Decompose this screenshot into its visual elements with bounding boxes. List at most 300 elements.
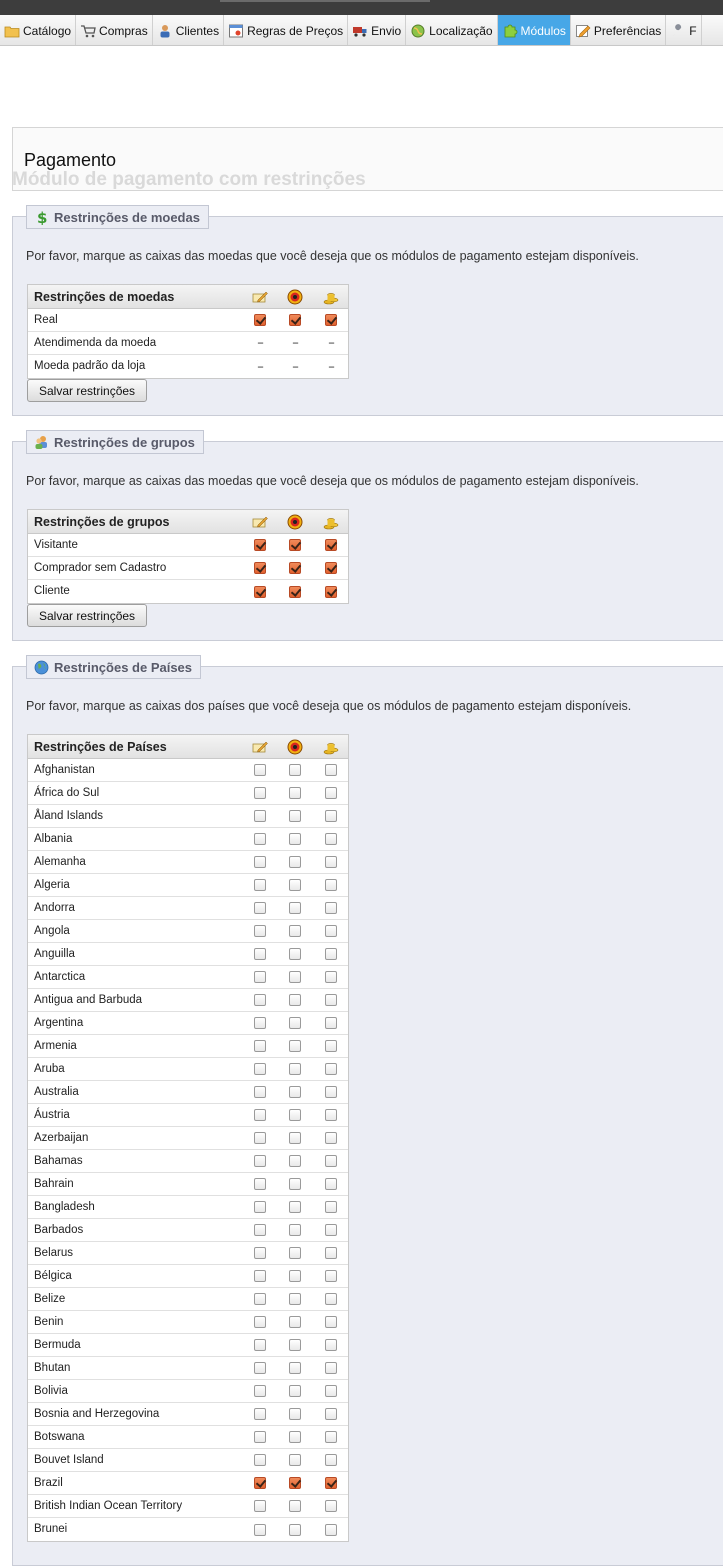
row-cell (287, 580, 303, 603)
table-row (28, 851, 348, 874)
restriction-checkbox[interactable] (325, 994, 337, 1006)
restriction-checkbox[interactable] (325, 1293, 337, 1305)
row-label: Belize (34, 1293, 66, 1305)
restriction-checkbox[interactable] (325, 1224, 337, 1236)
row-cell (323, 759, 339, 781)
row-cell (287, 828, 303, 850)
restriction-checkbox[interactable] (289, 1270, 301, 1282)
row-label: Moeda padrão da loja (34, 360, 146, 372)
restriction-checkbox[interactable] (325, 1040, 337, 1052)
restriction-checkbox[interactable] (289, 833, 301, 845)
not-applicable-dash: -- (292, 337, 298, 349)
restriction-checkbox[interactable] (289, 1362, 301, 1374)
restriction-checkbox[interactable] (289, 1454, 301, 1466)
user-icon (157, 24, 173, 38)
table-row (28, 1495, 348, 1518)
restriction-checkbox[interactable] (254, 879, 266, 891)
row-cell (252, 1196, 268, 1218)
restriction-checkbox[interactable] (325, 314, 337, 326)
row-cell (323, 309, 339, 331)
restriction-checkbox[interactable] (254, 994, 266, 1006)
nav-tab-label: Envio (371, 23, 402, 38)
row-cell (287, 1219, 303, 1241)
restriction-checkbox[interactable] (254, 1454, 266, 1466)
restriction-checkbox[interactable] (254, 971, 266, 983)
restriction-checkbox[interactable] (289, 787, 301, 799)
row-label: Cliente (34, 585, 70, 597)
row-cell (252, 355, 268, 378)
restriction-checkbox[interactable] (254, 1040, 266, 1052)
row-cell (287, 782, 303, 804)
cash-payment-icon (323, 285, 339, 308)
restriction-checkbox[interactable] (254, 925, 266, 937)
row-cell (252, 332, 268, 354)
restriction-checkbox[interactable] (289, 1385, 301, 1397)
row-cell (252, 1403, 268, 1425)
nav-tab-prefer-ncias[interactable] (571, 15, 666, 46)
main-nav (0, 15, 723, 46)
restriction-checkbox[interactable] (325, 971, 337, 983)
row-cell (252, 1288, 268, 1310)
nav-tab-cat-logo[interactable] (0, 15, 76, 46)
bankwire-payment-icon (287, 510, 303, 533)
table-row (28, 309, 348, 332)
row-cell (323, 1426, 339, 1448)
row-cell (252, 1265, 268, 1287)
row-label: Åland Islands (34, 810, 104, 822)
restriction-checkbox[interactable] (289, 856, 301, 868)
not-applicable-dash: -- (257, 337, 263, 349)
row-cell (252, 828, 268, 850)
row-cell (287, 851, 303, 873)
row-cell (252, 1449, 268, 1471)
nav-tab-label: F (689, 23, 697, 38)
row-cell (323, 920, 339, 942)
table-row (28, 1219, 348, 1242)
table-row (28, 1288, 348, 1311)
row-cell (287, 1449, 303, 1471)
row-cell (287, 1334, 303, 1356)
preferences-icon (575, 24, 591, 38)
row-label: Barbados (34, 1224, 84, 1236)
restriction-checkbox[interactable] (254, 539, 266, 551)
restriction-checkbox[interactable] (325, 764, 337, 776)
restriction-checkbox[interactable] (289, 1339, 301, 1351)
restriction-checkbox[interactable] (289, 1017, 301, 1029)
row-label: Andorra (34, 902, 75, 914)
nav-tab-label: Módulos (520, 23, 566, 38)
row-cell (287, 920, 303, 942)
countries-table (27, 734, 349, 1542)
restriction-checkbox[interactable] (325, 879, 337, 891)
row-cell (323, 1058, 339, 1080)
cheque-payment-icon (252, 735, 268, 758)
restriction-checkbox[interactable] (254, 902, 266, 914)
restriction-checkbox[interactable] (254, 787, 266, 799)
row-cell (323, 828, 339, 850)
restriction-checkbox[interactable] (254, 1339, 266, 1351)
restriction-checkbox[interactable] (289, 925, 301, 937)
nav-tab-label: Catálogo (23, 23, 72, 38)
row-cell (252, 1357, 268, 1379)
save-currency-restrictions-button[interactable]: Salvar restrinções (27, 379, 147, 402)
restriction-checkbox[interactable] (289, 879, 301, 891)
row-cell (323, 1449, 339, 1471)
restriction-checkbox[interactable] (289, 764, 301, 776)
row-label: Brazil (34, 1477, 63, 1489)
table-row (28, 920, 348, 943)
table-row (28, 332, 348, 355)
table-row (28, 1472, 348, 1495)
restriction-checkbox[interactable] (325, 1270, 337, 1282)
price-rules-icon (228, 24, 244, 38)
row-label: Brunei (34, 1523, 68, 1535)
restriction-checkbox[interactable] (254, 1524, 266, 1536)
nav-tab-m-dulos[interactable] (498, 15, 571, 46)
restriction-checkbox[interactable] (254, 562, 266, 574)
row-cell (287, 897, 303, 919)
restriction-checkbox[interactable] (254, 1362, 266, 1374)
row-cell (252, 1472, 268, 1494)
restriction-checkbox[interactable] (254, 764, 266, 776)
page-title: Pagamento (24, 150, 117, 170)
restriction-checkbox[interactable] (254, 1431, 266, 1443)
row-cell (287, 1403, 303, 1425)
restriction-checkbox[interactable] (289, 948, 301, 960)
row-label: Bouvet Island (34, 1454, 104, 1466)
restriction-checkbox[interactable] (254, 1224, 266, 1236)
row-cell (252, 782, 268, 804)
currency-table (27, 284, 349, 379)
nav-tab-f[interactable] (666, 15, 701, 46)
currency-restrictions-section (12, 209, 723, 416)
restriction-checkbox[interactable] (254, 948, 266, 960)
row-cell (323, 1081, 339, 1103)
row-cell (323, 1127, 339, 1149)
restriction-checkbox[interactable] (289, 1408, 301, 1420)
restriction-checkbox[interactable] (325, 1017, 337, 1029)
cash-payment-icon (323, 735, 339, 758)
restriction-checkbox[interactable] (325, 1155, 337, 1167)
restriction-checkbox[interactable] (289, 1524, 301, 1536)
restriction-checkbox[interactable] (289, 562, 301, 574)
row-cell (287, 805, 303, 827)
row-cell (323, 557, 339, 579)
countries-legend-label: Restrinções de Países (54, 659, 193, 675)
row-label: Antarctica (34, 971, 86, 983)
restriction-checkbox[interactable] (289, 810, 301, 822)
row-label: Benin (34, 1316, 64, 1328)
restriction-checkbox[interactable] (325, 856, 337, 868)
row-cell (323, 1311, 339, 1333)
table-row (28, 1150, 348, 1173)
row-cell (287, 1472, 303, 1494)
row-cell (323, 580, 339, 603)
row-cell (252, 874, 268, 896)
row-label: Armenia (34, 1040, 77, 1052)
row-cell (323, 1288, 339, 1310)
globe-icon (34, 660, 49, 675)
row-cell (287, 1196, 303, 1218)
restriction-checkbox[interactable] (289, 1109, 301, 1121)
row-cell (252, 1173, 268, 1195)
restriction-checkbox[interactable] (254, 810, 266, 822)
restriction-checkbox[interactable] (289, 1500, 301, 1512)
currency-legend-label: Restrinções de moedas (54, 209, 200, 225)
row-label: Argentina (34, 1017, 84, 1029)
row-cell (323, 851, 339, 873)
row-cell (287, 1311, 303, 1333)
restriction-checkbox[interactable] (254, 1385, 266, 1397)
restriction-checkbox[interactable] (325, 1362, 337, 1374)
row-cell (252, 920, 268, 942)
row-cell (287, 1426, 303, 1448)
table-row (28, 828, 348, 851)
row-label: Azerbaijan (34, 1132, 89, 1144)
restriction-checkbox[interactable] (325, 1109, 337, 1121)
restriction-checkbox[interactable] (325, 1431, 337, 1443)
row-cell (323, 1173, 339, 1195)
row-cell (252, 1127, 268, 1149)
restriction-checkbox[interactable] (289, 1040, 301, 1052)
row-cell (252, 1081, 268, 1103)
table-row (28, 1058, 348, 1081)
row-cell (287, 1380, 303, 1402)
table-row (28, 1426, 348, 1449)
row-cell (252, 1150, 268, 1172)
restriction-checkbox[interactable] (289, 1247, 301, 1259)
row-cell (323, 1495, 339, 1517)
row-label: Antigua and Barbuda (34, 994, 143, 1006)
restriction-checkbox[interactable] (325, 1454, 337, 1466)
table-row (28, 1380, 348, 1403)
cash-payment-icon (323, 510, 339, 533)
restriction-checkbox[interactable] (325, 787, 337, 799)
table-row (28, 1196, 348, 1219)
restriction-checkbox[interactable] (325, 925, 337, 937)
restriction-checkbox[interactable] (289, 1224, 301, 1236)
restriction-checkbox[interactable] (289, 1201, 301, 1213)
row-cell (287, 1012, 303, 1034)
restriction-checkbox[interactable] (325, 1247, 337, 1259)
restriction-checkbox[interactable] (325, 948, 337, 960)
table-row (28, 355, 348, 378)
restriction-checkbox[interactable] (254, 1086, 266, 1098)
row-cell (323, 1357, 339, 1379)
row-cell (323, 1242, 339, 1264)
restriction-checkbox[interactable] (289, 586, 301, 598)
restriction-checkbox[interactable] (325, 1477, 337, 1489)
restriction-checkbox[interactable] (254, 1316, 266, 1328)
truck-icon (352, 24, 368, 38)
table-row (28, 1104, 348, 1127)
restriction-checkbox[interactable] (254, 1270, 266, 1282)
nav-tab-compras[interactable] (76, 15, 153, 46)
restriction-checkbox[interactable] (325, 1500, 337, 1512)
row-label: Anguilla (34, 948, 75, 960)
table-row (28, 1311, 348, 1334)
row-label: Bélgica (34, 1270, 72, 1282)
table-row (28, 1127, 348, 1150)
row-cell (323, 782, 339, 804)
restriction-checkbox[interactable] (325, 539, 337, 551)
row-label: Real (34, 314, 58, 326)
row-label: Aruba (34, 1063, 65, 1075)
nav-tab-label: Regras de Preços (247, 23, 344, 38)
restriction-checkbox[interactable] (254, 586, 266, 598)
nav-tab-label: Clientes (175, 23, 220, 38)
restriction-checkbox[interactable] (289, 971, 301, 983)
table-row (28, 557, 348, 580)
save-group-restrictions-button[interactable]: Salvar restrinções (27, 604, 147, 627)
restriction-checkbox[interactable] (325, 1385, 337, 1397)
restriction-checkbox[interactable] (254, 1063, 266, 1075)
row-cell (323, 943, 339, 965)
restriction-checkbox[interactable] (289, 1431, 301, 1443)
row-label: Áustria (34, 1109, 70, 1121)
restriction-checkbox[interactable] (289, 1155, 301, 1167)
restriction-checkbox[interactable] (325, 1132, 337, 1144)
row-cell (323, 1334, 339, 1356)
folder-icon (4, 24, 20, 38)
group-restrictions-section (12, 434, 723, 641)
table-header-label: Restrinções de moedas (34, 290, 175, 304)
restriction-checkbox[interactable] (254, 1155, 266, 1167)
row-label: British Indian Ocean Territory (34, 1500, 183, 1512)
nav-tab-regras-de-pre-os[interactable] (224, 15, 348, 46)
row-cell (323, 355, 339, 378)
restriction-checkbox[interactable] (254, 1500, 266, 1512)
table-header (28, 735, 348, 759)
restriction-checkbox[interactable] (289, 314, 301, 326)
nav-tab-envio[interactable] (348, 15, 406, 46)
restriction-checkbox[interactable] (325, 1408, 337, 1420)
not-applicable-dash: -- (292, 360, 298, 373)
row-cell (287, 1127, 303, 1149)
restriction-checkbox[interactable] (289, 994, 301, 1006)
restriction-checkbox[interactable] (289, 1132, 301, 1144)
row-cell (287, 874, 303, 896)
row-cell (252, 1518, 268, 1541)
restriction-checkbox[interactable] (325, 833, 337, 845)
restriction-checkbox[interactable] (289, 1477, 301, 1489)
restriction-checkbox[interactable] (254, 856, 266, 868)
restriction-checkbox[interactable] (325, 902, 337, 914)
svg-text:$: $ (37, 209, 48, 225)
restriction-checkbox[interactable] (325, 810, 337, 822)
restriction-checkbox[interactable] (289, 1063, 301, 1075)
wrench-icon (670, 24, 686, 38)
row-label: Bangladesh (34, 1201, 95, 1213)
restriction-checkbox[interactable] (289, 1178, 301, 1190)
row-cell (252, 851, 268, 873)
groups-table (27, 509, 349, 604)
row-cell (323, 989, 339, 1011)
row-cell (323, 1012, 339, 1034)
row-cell (323, 1518, 339, 1541)
table-row (28, 759, 348, 782)
nav-tab-label: Preferências (593, 23, 662, 38)
restriction-checkbox[interactable] (289, 1293, 301, 1305)
page-subtitle: Módulo de pagamento com restrinções (12, 169, 366, 190)
table-row (28, 897, 348, 920)
row-cell (287, 1288, 303, 1310)
row-cell (287, 1242, 303, 1264)
table-row (28, 874, 348, 897)
restriction-checkbox[interactable] (325, 586, 337, 598)
nav-tab-localiza-o[interactable] (406, 15, 497, 46)
restriction-checkbox[interactable] (289, 902, 301, 914)
table-row (28, 1403, 348, 1426)
restriction-checkbox[interactable] (325, 1178, 337, 1190)
restriction-checkbox[interactable] (325, 1316, 337, 1328)
browser-top-bar (0, 0, 723, 15)
restriction-checkbox[interactable] (289, 539, 301, 551)
restriction-checkbox[interactable] (325, 1524, 337, 1536)
restriction-checkbox[interactable] (254, 1017, 266, 1029)
restriction-checkbox[interactable] (254, 1408, 266, 1420)
row-cell (252, 1242, 268, 1264)
restriction-checkbox[interactable] (254, 1132, 266, 1144)
row-label: Bermuda (34, 1339, 81, 1351)
row-cell (323, 1265, 339, 1287)
row-cell (323, 1472, 339, 1494)
restriction-checkbox[interactable] (254, 1178, 266, 1190)
restriction-checkbox[interactable] (254, 314, 266, 326)
restriction-checkbox[interactable] (325, 562, 337, 574)
row-cell (287, 332, 303, 354)
restriction-checkbox[interactable] (289, 1086, 301, 1098)
restriction-checkbox[interactable] (289, 1316, 301, 1328)
table-row (28, 782, 348, 805)
restriction-checkbox[interactable] (254, 1109, 266, 1121)
country-restrictions-section (12, 659, 723, 1566)
table-row (28, 966, 348, 989)
row-label: Botswana (34, 1431, 85, 1443)
row-cell (252, 943, 268, 965)
row-cell (287, 355, 303, 378)
row-cell (252, 557, 268, 579)
row-label: Comprador sem Cadastro (34, 562, 167, 574)
row-cell (252, 1495, 268, 1517)
nav-tab-label: Localização (429, 23, 493, 38)
restriction-checkbox[interactable] (325, 1339, 337, 1351)
row-cell (323, 1150, 339, 1172)
restriction-checkbox[interactable] (254, 1477, 266, 1489)
restriction-checkbox[interactable] (254, 1293, 266, 1305)
restriction-checkbox[interactable] (325, 1063, 337, 1075)
table-header (28, 510, 348, 534)
restriction-checkbox[interactable] (254, 833, 266, 845)
not-applicable-dash: -- (257, 360, 263, 373)
restriction-checkbox[interactable] (254, 1201, 266, 1213)
row-label: Australia (34, 1086, 79, 1098)
row-cell (323, 897, 339, 919)
row-cell (323, 1380, 339, 1402)
row-cell (287, 534, 303, 556)
table-row (28, 1173, 348, 1196)
row-cell (287, 1495, 303, 1517)
groups-legend (26, 430, 204, 454)
currency-description: Por favor, marque as caixas das moedas que você deseja que os módulos de pagamento estejam disponíveis. (26, 249, 639, 263)
table-row (28, 1012, 348, 1035)
row-cell (252, 989, 268, 1011)
nav-tab-clientes[interactable] (153, 15, 224, 46)
table-row (28, 805, 348, 828)
restriction-checkbox[interactable] (325, 1201, 337, 1213)
restriction-checkbox[interactable] (325, 1086, 337, 1098)
restriction-checkbox[interactable] (254, 1247, 266, 1259)
